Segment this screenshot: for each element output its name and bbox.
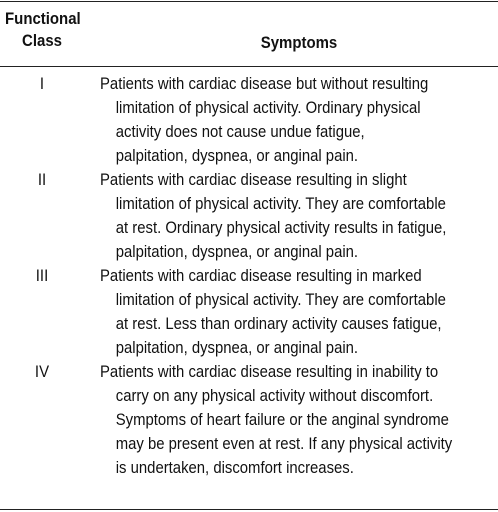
class-cell: II [37, 170, 47, 189]
header-rule [0, 66, 498, 67]
table-bottom-rule [0, 509, 498, 510]
header-class-line2: Class [22, 31, 62, 50]
symptom-line: limitation of physical activity. They are comfortable [115, 194, 446, 213]
symptom-line: palpitation, dyspnea, or anginal pain. [115, 338, 359, 357]
table-top-rule [0, 1, 498, 2]
header-class-line1: Functional [5, 9, 81, 28]
symptom-line: limitation of physical activity. Ordinary physical [115, 98, 421, 117]
symptom-line: Symptoms of heart failure or the anginal syndrome [115, 410, 449, 429]
symptoms-cell [100, 168, 494, 264]
symptoms-cell [100, 360, 494, 480]
symptom-line: may be present even at rest. If any physical activity [115, 434, 453, 453]
symptom-line: activity does not cause undue fatigue, [115, 122, 365, 141]
symptom-line: at rest. Less than ordinary activity causes fatigue, [115, 314, 442, 333]
symptom-line: Patients with cardiac disease resulting in slight [100, 170, 407, 189]
class-cell: IV [34, 362, 50, 381]
symptom-line: at rest. Ordinary physical activity results in fatigue, [115, 218, 447, 237]
class-cell: III [35, 266, 49, 285]
symptom-line: is undertaken, discomfort increases. [115, 458, 354, 477]
symptom-line: palpitation, dyspnea, or anginal pain. [115, 146, 359, 165]
symptom-line: Patients with cardiac disease resulting in inability to [100, 362, 439, 381]
header-functional-class [5, 8, 79, 52]
class-cell: I [39, 74, 45, 93]
symptom-line: carry on any physical activity without discomfort. [115, 386, 434, 405]
header-symptoms: Symptoms [260, 33, 338, 52]
symptom-line: limitation of physical activity. They are comfortable [115, 290, 446, 309]
symptom-line: Patients with cardiac disease resulting in marked [100, 266, 422, 285]
symptoms-cell [100, 264, 494, 360]
symptom-line: palpitation, dyspnea, or anginal pain. [115, 242, 359, 261]
symptom-line: Patients with cardiac disease but without resulting [100, 74, 429, 93]
symptoms-cell [100, 72, 494, 168]
